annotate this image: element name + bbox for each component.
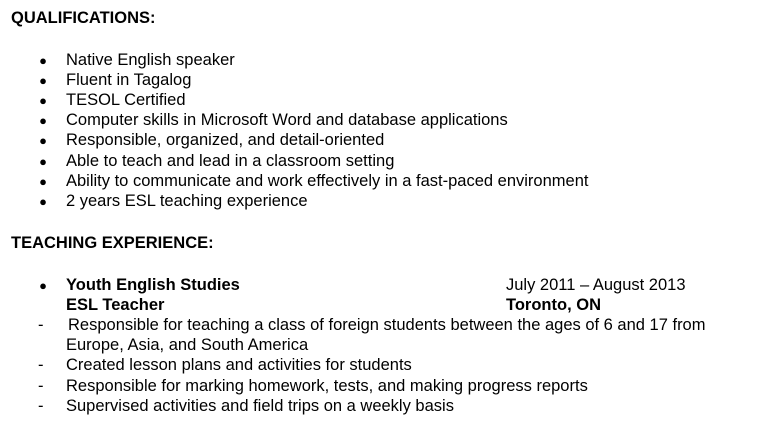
qualification-text: Computer skills in Microsoft Word and database applications <box>66 111 508 129</box>
duty-text: Supervised activities and field trips on a weekly basis <box>66 397 454 415</box>
qualification-text: Native English speaker <box>66 51 235 69</box>
dash-icon: - <box>38 377 44 395</box>
experience-heading: TEACHING EXPERIENCE: <box>11 234 214 252</box>
qualification-text: TESOL Certified <box>66 91 186 109</box>
dash-icon: - <box>38 356 44 374</box>
bullet-icon: ● <box>39 174 47 189</box>
job-title: ESL Teacher <box>66 296 165 314</box>
qualification-text: Able to teach and lead in a classroom setting <box>66 152 395 170</box>
qualification-text: Ability to communicate and work effectively in a fast-paced environment <box>66 172 589 190</box>
bullet-icon: ● <box>39 154 47 169</box>
qualification-text: 2 years ESL teaching experience <box>66 192 308 210</box>
bullet-icon: ● <box>39 93 47 108</box>
duty-text: Europe, Asia, and South America <box>66 336 309 354</box>
job-location: Toronto, ON <box>506 296 602 314</box>
job-dates: July 2011 – August 2013 <box>506 276 686 294</box>
bullet-icon: ● <box>39 133 47 148</box>
dash-icon: - <box>38 397 44 415</box>
duty-text: Created lesson plans and activities for students <box>66 356 412 374</box>
bullet-icon: ● <box>39 194 47 209</box>
dash-icon: - <box>38 316 44 334</box>
bullet-icon: ● <box>39 73 47 88</box>
bullet-icon: ● <box>39 53 47 68</box>
qualification-text: Fluent in Tagalog <box>66 71 192 89</box>
qualifications-heading: QUALIFICATIONS: <box>11 9 156 27</box>
qualification-text: Responsible, organized, and detail-oriented <box>66 131 385 149</box>
bullet-icon: ● <box>39 278 47 293</box>
job-header-row <box>0 275 770 295</box>
bullet-icon: ● <box>39 113 47 128</box>
duty-text: Responsible for marking homework, tests, and making progress reports <box>66 377 588 395</box>
job-employer: Youth English Studies <box>66 276 240 294</box>
duty-text: Responsible for teaching a class of foreign students between the ages of 6 and 17 from <box>68 316 706 334</box>
job-title-row <box>0 295 770 315</box>
